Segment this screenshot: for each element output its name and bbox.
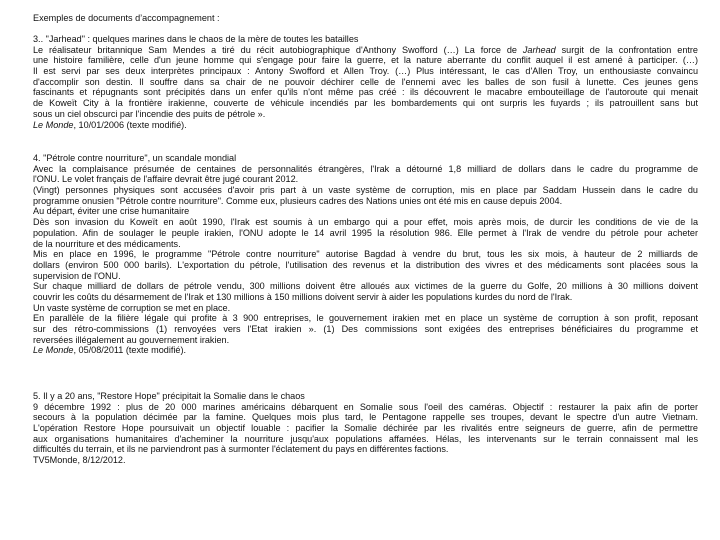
text-line — [33, 98, 698, 109]
text-line — [33, 434, 698, 445]
text-run: fascinants et répugnants sont précipités dans un enfer qu'ils n'ont même pas créé : ils découvrent le macabre embouteillage de l'autoroute qui menait — [33, 87, 698, 98]
text-line — [33, 87, 698, 98]
text-run: couvrir les coûts du désarmement de l'Irak et 130 millions à 150 millions doivent servir à aider les populations kurdes du nord de l'Irak. — [33, 291, 573, 302]
text-run: Dès son invasion du Koweït en août 1990, l'Irak est soumis à un embargo qui a pour effet, mois après mois, de durcir les conditions de vie de la — [33, 217, 698, 228]
text-line — [33, 164, 698, 175]
text-line — [33, 109, 698, 120]
text-line — [33, 153, 698, 164]
text-run: dollars (environ 500 000 barils). L'exportation du pétrole, l'utilisation des revenus et la distribution des vivres et des médicaments sont placées sous la — [33, 259, 698, 270]
text-run: secours à la population décimée par la famine. Quelques mois plus tard, le Pentagone rappelle ses troupes, devant le spectre d'un autre Vietnam. — [33, 412, 698, 423]
italic-text: Le Monde — [33, 345, 74, 356]
text-line — [33, 313, 698, 324]
text-run: 3.. "Jarhead" : quelques marines dans le chaos de la mère de toutes les batailles — [33, 34, 359, 44]
text-run: difficultés du terrain, et ils ne parviendront pas à surmonter l'éclatement du pays en différentes factions. — [33, 444, 449, 455]
text-run: , 10/01/2006 (texte modifié). — [73, 119, 187, 130]
text-run: sur des rétro-commissions (1) renvoyées vers l'Etat irakien ». (1) Des commissions sont exigées des entreprises bénéficiaires du programme et — [33, 324, 698, 334]
text-run: aux organisations humanitaires d'acheminer la nourriture jusqu'aux populations affamées. Hélas, les intervenants sur le terrain connaissent mal les — [33, 433, 698, 444]
text-run: de la nourriture et des médicaments. — [33, 238, 181, 249]
text-run: Avec la complaisance présumée de centaines de personnalités étrangères, l'Irak a détourné 1,8 milliard de dollars dans le cadre du programme de — [33, 163, 698, 174]
text-line — [33, 45, 698, 56]
text-line — [33, 196, 698, 207]
text-line — [33, 260, 698, 271]
text-line — [33, 185, 698, 196]
text-run: reversées illégalement au gouvernement irakien. — [33, 334, 230, 345]
text-line — [33, 77, 698, 88]
text-line — [33, 402, 698, 413]
text-run: supervision de l'ONU. — [33, 270, 121, 281]
text-line — [33, 66, 698, 77]
text-run: surgit de la confrontation entre — [555, 44, 698, 55]
italic-text: Jarhead — [522, 44, 556, 55]
text-run: Un vaste système de corruption se met en place. — [33, 302, 231, 313]
text-line — [33, 174, 698, 185]
excerpt-petrole-contre-nourriture — [33, 153, 698, 356]
text-run: 5. Il y a 20 ans, "Restore Hope" précipitait la Somalie dans le chaos — [33, 391, 305, 401]
text-line — [33, 120, 698, 131]
text-line — [33, 412, 698, 423]
text-run: de Koweït City à la frontière irakienne, couverte de véhicule incendiés par les bombardements qui ont surpris les fuyards ; ils patrouillent sans but — [33, 98, 698, 109]
italic-text: Le Monde — [33, 119, 74, 130]
text-line — [33, 292, 698, 303]
text-line — [33, 391, 698, 402]
text-run: population. Afin de soulager le peuple irakien, l'ONU adopte le 14 avril 1995 la résolution 986. Elle permet à l'Irak de vendre du pétrole pour acheter — [33, 227, 698, 238]
text-line — [33, 206, 698, 217]
text-line — [33, 271, 698, 282]
text-line — [33, 423, 698, 434]
text-line — [33, 34, 698, 45]
text-run: l'ONU. Le volet français de l'affaire devrait être jugé courant 2012. — [33, 174, 299, 185]
text-run: , 05/08/2011 (texte modifié). — [73, 345, 187, 356]
text-line — [33, 444, 698, 455]
text-run: Le réalisateur britannique Sam Mendes a tiré du récit autobiographique d'Anthony Swofford (…) La force de — [33, 44, 523, 55]
text-line — [33, 455, 698, 466]
text-line — [33, 228, 698, 239]
text-run: TV5Monde, 8/12/2012. — [33, 455, 126, 466]
text-run: Sur chaque milliard de dollars de pétrole vendu, 300 millions doivent être alloués aux victimes de la guerre du Golfe, 20 millions à 30 millions doivent — [33, 281, 698, 292]
text-line — [33, 335, 698, 346]
text-line — [33, 324, 698, 335]
text-line — [33, 239, 698, 250]
text-run: Au départ, éviter une crise humanitaire — [33, 206, 190, 217]
text-run: programme onusien "Pétrole contre nourriture". Comme eux, plusieurs cadres des Nations unies ont été mis en cause depuis 2004. — [33, 195, 563, 206]
text-run: Mis en place en 1996, le programme "Pétrole contre nourriture" autorise Bagdad à vendre du brut, tous les six mois, à hauteur de 2 milliards de — [33, 249, 698, 260]
text-line — [33, 281, 698, 292]
text-run: L'opération Restore Hope poursuivait un objectif louable : pacifier la Somalie déchirée par les rivalités entre seigneurs de guerre, afin de permettre — [33, 423, 698, 434]
text-run: d'accomplir son destin. Il souffre dans sa chair de ne pouvoir déchirer celle de l'ennemi avec les balles de son fusil à lunette. Ces jeunes gens — [33, 76, 698, 87]
document-heading: Exemples de documents d’accompagnement : — [33, 13, 220, 23]
text-line — [33, 55, 698, 66]
text-run: (Vingt) personnes physiques sont accusées d'avoir pris part à un vaste système de corruption, mis en place par Saddam Hussein dans le cadre du — [33, 185, 698, 196]
text-line — [33, 345, 698, 356]
excerpt-jarhead — [33, 34, 698, 130]
text-run: sous un ciel obscurci par l'incendie des puits de pétrole ». — [33, 108, 266, 119]
text-run: une histoire familière, celle d'un jeune homme qui s'engage pour faire la guerre, et la nature aberrante du conflit auquel il est amené à participer. (…) — [33, 55, 698, 66]
text-line — [33, 249, 698, 260]
text-run: En parallèle de la filière légale qui profite à 3 900 entreprises, le gouvernement irakien met en place un système de corruption à son profit, reposant — [33, 313, 698, 324]
excerpt-restore-hope — [33, 391, 698, 466]
text-line — [33, 303, 698, 314]
text-run: Il est servi par ses deux interprètes principaux : Antony Swofford et Allen Troy. (…) Plus intéressant, le cas d'Allen Troy, un enthousiaste convaincu — [33, 66, 698, 77]
text-run: 9 décembre 1992 : plus de 20 000 marines américains débarquent en Somalie sous l'oeil des caméras. Objectif : restaurer la paix afin de porter — [33, 401, 698, 412]
text-line — [33, 217, 698, 228]
text-run: 4. "Pétrole contre nourriture", un scandale mondial — [33, 153, 237, 163]
